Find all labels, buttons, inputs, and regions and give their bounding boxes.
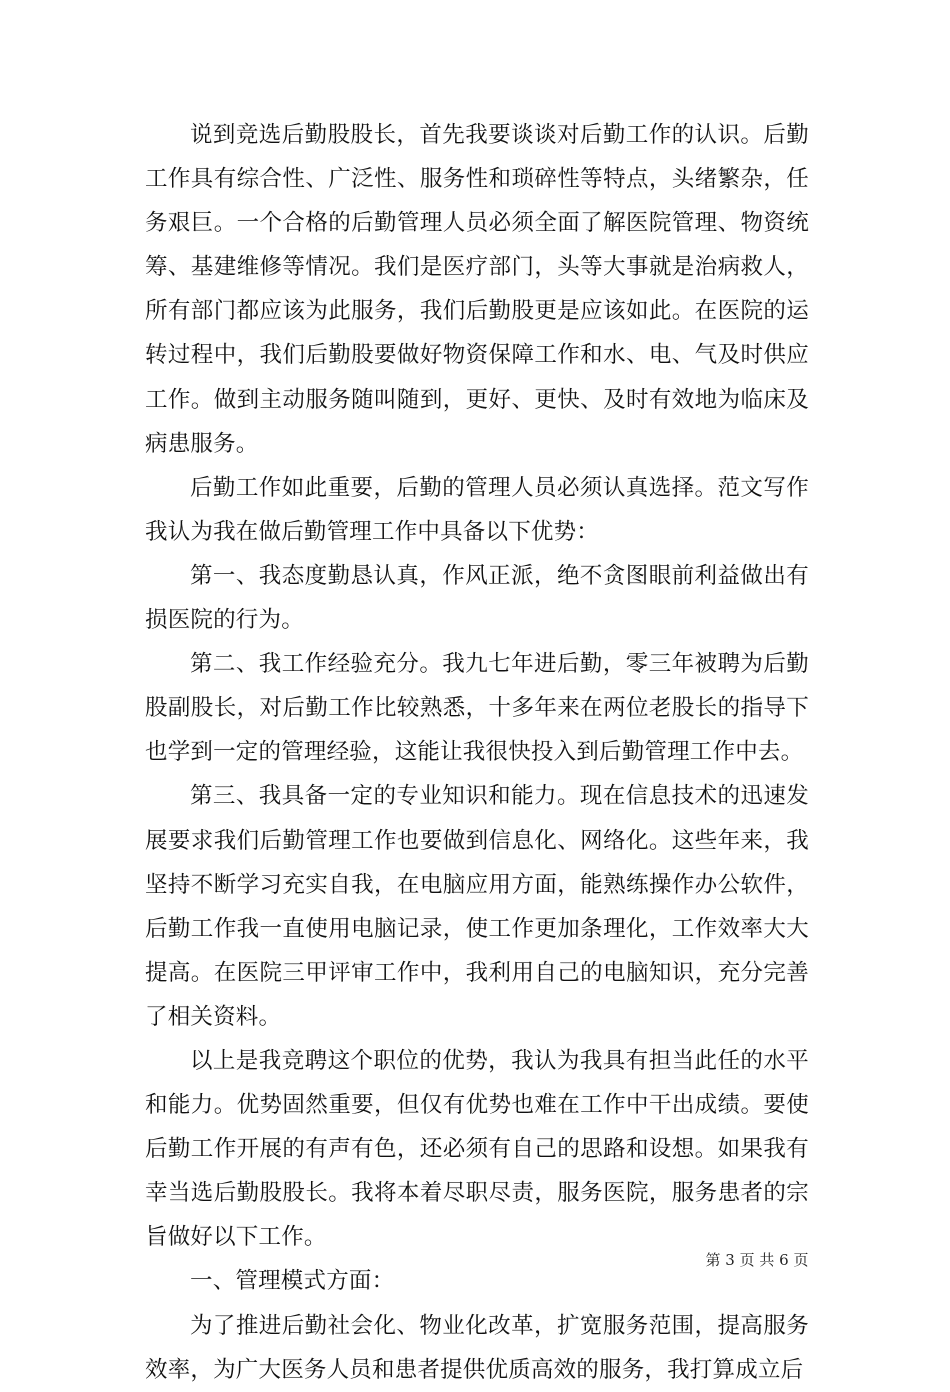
paragraph-6: 以上是我竞聘这个职位的优势，我认为我具有担当此任的水平和能力。优势固然重要，但仅有优势也难在工作中干出成绩。要使后勤工作开展的有声有色，还必须有自己的思路和设想。如果我有幸当选后勤股股长。我将本着尽职尽责，服务医院，服务患者的宗旨做好以下工作。 bbox=[145, 1047, 809, 1251]
paragraph-7: 为了推进后勤社会化、物业化改革，扩宽服务范围，提高服务效率，为广大医务人员和患者提供优质高效的服务，我打算成立后 bbox=[145, 1312, 809, 1383]
paragraph-1: 说到竞选后勤股股长，首先我要谈谈对后勤工作的认识。后勤工作具有综合性、广泛性、服务性和琐碎性等特点，头绪繁杂，任务艰巨。一个合格的后勤管理人员必须全面了解医院管理、物资统筹、基建维修等情况。我们是医疗部门，头等大事就是治病救人，所有部门都应该为此服务，我们后勤股更是应该如此。在医院的运转过程中，我们后勤股要做好物资保障工作和水、电、气及时供应工作。做到主动服务随叫随到，更好、更快、及时有效地为临床及病患服务。 bbox=[145, 122, 809, 457]
paragraph-4: 第二、我工作经验充分。我九七年进后勤，零三年被聘为后勤股副股长，对后勤工作比较熟悉，十多年来在两位老股长的指导下也学到一定的管理经验，这能让我很快投入到后勤管理工作中去。 bbox=[145, 651, 809, 766]
page-footer bbox=[0, 1249, 950, 1270]
paragraph-5: 第三、我具备一定的专业知识和能力。现在信息技术的迅速发展要求我们后勤管理工作也要做到信息化、网络化。这些年来，我坚持不断学习充实自我，在电脑应用方面，能熟练操作办公软件，后勤工作我一直使用电脑记录，使工作更加条理化，工作效率大大提高。在医院三甲评审工作中，我利用自己的电脑知识，充分完善了相关资料。 bbox=[145, 783, 809, 1030]
paragraph-3: 第一、我态度勤恳认真，作风正派，绝不贪图眼前利益做出有损医院的行为。 bbox=[145, 562, 809, 634]
page-number: 第 3 页 共 6 页 bbox=[705, 1251, 809, 1269]
section-heading-management-mode: 一、管理模式方面： bbox=[190, 1268, 395, 1295]
document-body bbox=[145, 113, 809, 1392]
paragraph-2: 后勤工作如此重要，后勤的管理人员必须认真选择。范文写作我认为我在做后勤管理工作中具备以下优势： bbox=[145, 474, 809, 545]
